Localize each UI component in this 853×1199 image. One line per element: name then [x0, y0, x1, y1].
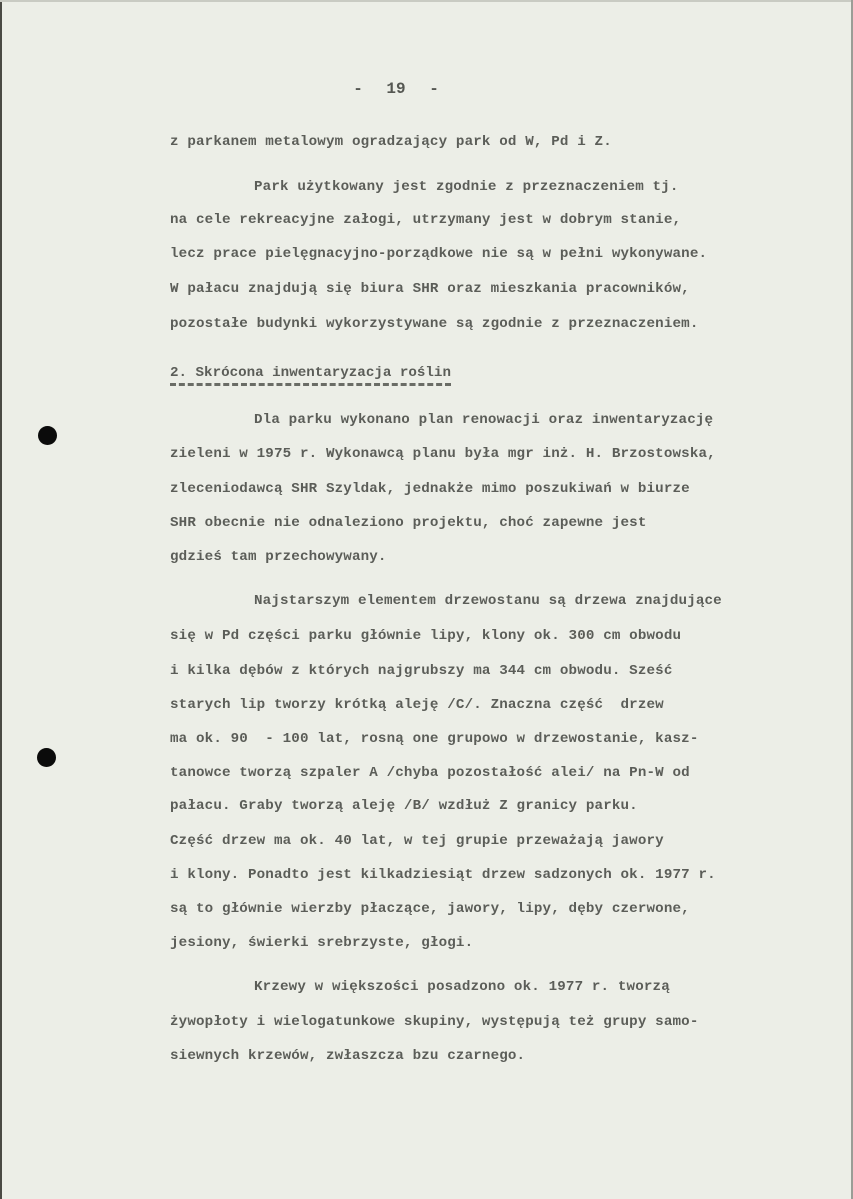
- text-line: pałacu. Graby tworzą aleję /B/ wzdłuż Z granicy parku.: [170, 798, 638, 814]
- text-line: Najstarszym elementem drzewostanu są drzewa znajdujące: [254, 593, 722, 609]
- text-line: starych lip tworzy krótką aleję /C/. Znaczna część drzew: [170, 697, 664, 713]
- text-line: żywopłoty i wielogatunkowe skupiny, występują też grupy samo-: [170, 1014, 699, 1030]
- punch-hole-bottom: [37, 748, 56, 767]
- text-line: i kilka dębów z których najgrubszy ma 344 cm obwodu. Sześć: [170, 663, 673, 679]
- page-number: - 19 -: [353, 80, 439, 98]
- text-line: Krzewy w większości posadzono ok. 1977 r. tworzą: [254, 979, 670, 995]
- punch-hole-top: [38, 426, 57, 445]
- text-line: Dla parku wykonano plan renowacji oraz inwentaryzację: [254, 412, 714, 428]
- text-line: na cele rekreacyjne załogi, utrzymany jest w dobrym stanie,: [170, 212, 682, 228]
- text-line: Park użytkowany jest zgodnie z przeznaczeniem tj.: [254, 179, 679, 195]
- text-line: lecz prace pielęgnacyjno-porządkowe nie są w pełni wykonywane.: [170, 246, 708, 262]
- text-line: ma ok. 90 - 100 lat, rosną one grupowo w drzewostanie, kasz-: [170, 731, 699, 747]
- text-line: są to głównie wierzby płaczące, jawory, lipy, dęby czerwone,: [170, 901, 690, 917]
- text-line: pozostałe budynki wykorzystywane są zgodnie z przeznaczeniem.: [170, 316, 699, 332]
- section-heading: 2. Skrócona inwentaryzacja roślin: [170, 364, 451, 386]
- text-line: W pałacu znajdują się biura SHR oraz mieszkania pracowników,: [170, 281, 690, 297]
- text-line: i klony. Ponadto jest kilkadziesiąt drzew sadzonych ok. 1977 r.: [170, 867, 716, 883]
- text-line: gdzieś tam przechowywany.: [170, 549, 387, 565]
- text-line: siewnych krzewów, zwłaszcza bzu czarnego.: [170, 1048, 526, 1064]
- text-line: zleceniodawcą SHR Szyldak, jednakże mimo poszukiwań w biurze: [170, 481, 690, 497]
- text-line: zieleni w 1975 r. Wykonawcą planu była mgr inż. H. Brzostowska,: [170, 446, 716, 462]
- page-edge-left: [0, 0, 2, 1199]
- text-line: SHR obecnie nie odnaleziono projektu, choć zapewne jest: [170, 515, 647, 531]
- text-line: z parkanem metalowym ogradzający park od W, Pd i Z.: [170, 134, 612, 150]
- text-line: Część drzew ma ok. 40 lat, w tej grupie przeważają jawory: [170, 833, 664, 849]
- page-edge-top: [0, 0, 853, 2]
- text-line: się w Pd części parku głównie lipy, klony ok. 300 cm obwodu: [170, 628, 682, 644]
- text-line: tanowce tworzą szpaler A /chyba pozostałość alei/ na Pn-W od: [170, 765, 690, 781]
- text-line: jesiony, świerki srebrzyste, głogi.: [170, 935, 474, 951]
